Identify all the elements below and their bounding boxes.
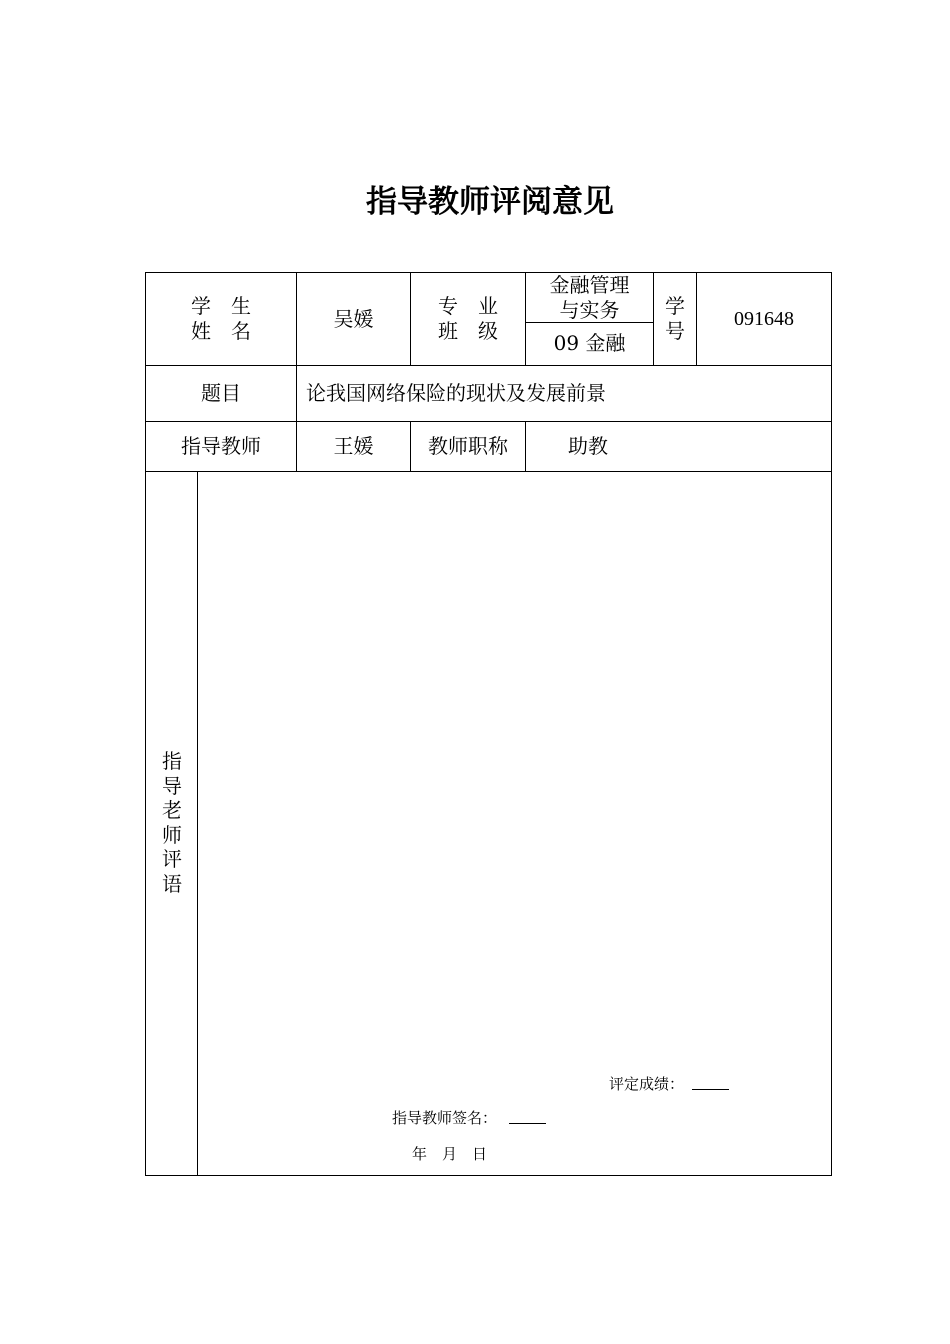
comments-label-char: 导	[162, 773, 182, 798]
grade-blank[interactable]	[692, 1089, 729, 1090]
table-border-left	[145, 272, 146, 1176]
major-value-line1: 金融管理	[549, 273, 630, 297]
advisor-title-label: 教师职称	[428, 434, 508, 458]
comments-label-char: 老	[162, 798, 182, 822]
student-name-value: 吴媛	[333, 307, 374, 331]
topic-label: 题目	[201, 381, 241, 405]
advisor-title-value: 助教	[568, 434, 608, 458]
row-divider	[145, 471, 832, 472]
student-id-label	[654, 294, 696, 344]
major-value	[526, 273, 653, 323]
major-class-label	[411, 294, 525, 344]
page-title: 指导教师评阅意见	[366, 184, 614, 220]
column-divider	[525, 421, 526, 472]
comment-label-divider	[197, 471, 198, 1176]
grade-label: 评定成绩：	[609, 1075, 685, 1093]
student-name-label-line1: 学 生	[191, 294, 251, 318]
major-value-line2: 与实务	[559, 298, 620, 322]
row-divider	[145, 421, 832, 422]
advisor-name: 王媛	[333, 434, 374, 458]
comments-label-char: 语	[162, 871, 182, 896]
comments-label-char: 评	[162, 847, 182, 871]
signature-label: 指导教师签名：	[392, 1109, 498, 1127]
student-id-value: 091648	[734, 308, 794, 330]
row-divider	[145, 365, 832, 366]
student-name-label	[146, 294, 296, 344]
comments-label-char: 师	[162, 822, 182, 847]
class-label: 班 级	[438, 319, 498, 343]
table-border-right	[831, 272, 832, 1176]
table-border-top	[145, 272, 832, 273]
advisor-label: 指导教师	[181, 434, 261, 458]
signature-blank[interactable]	[509, 1123, 546, 1124]
major-label: 专 业	[438, 294, 498, 318]
topic-value: 论我国网络保险的现状及发展前景	[306, 381, 606, 405]
comments-label-char: 指	[162, 749, 182, 773]
table-border-bottom	[145, 1175, 832, 1176]
student-id-label-line2: 号	[665, 319, 685, 343]
student-id-label-line1: 学	[665, 294, 685, 318]
date-label: 年 月 日	[412, 1145, 488, 1163]
comments-label	[157, 749, 187, 896]
class-value: 09 金融	[553, 331, 626, 355]
student-name-label-line2: 姓 名	[191, 319, 251, 343]
